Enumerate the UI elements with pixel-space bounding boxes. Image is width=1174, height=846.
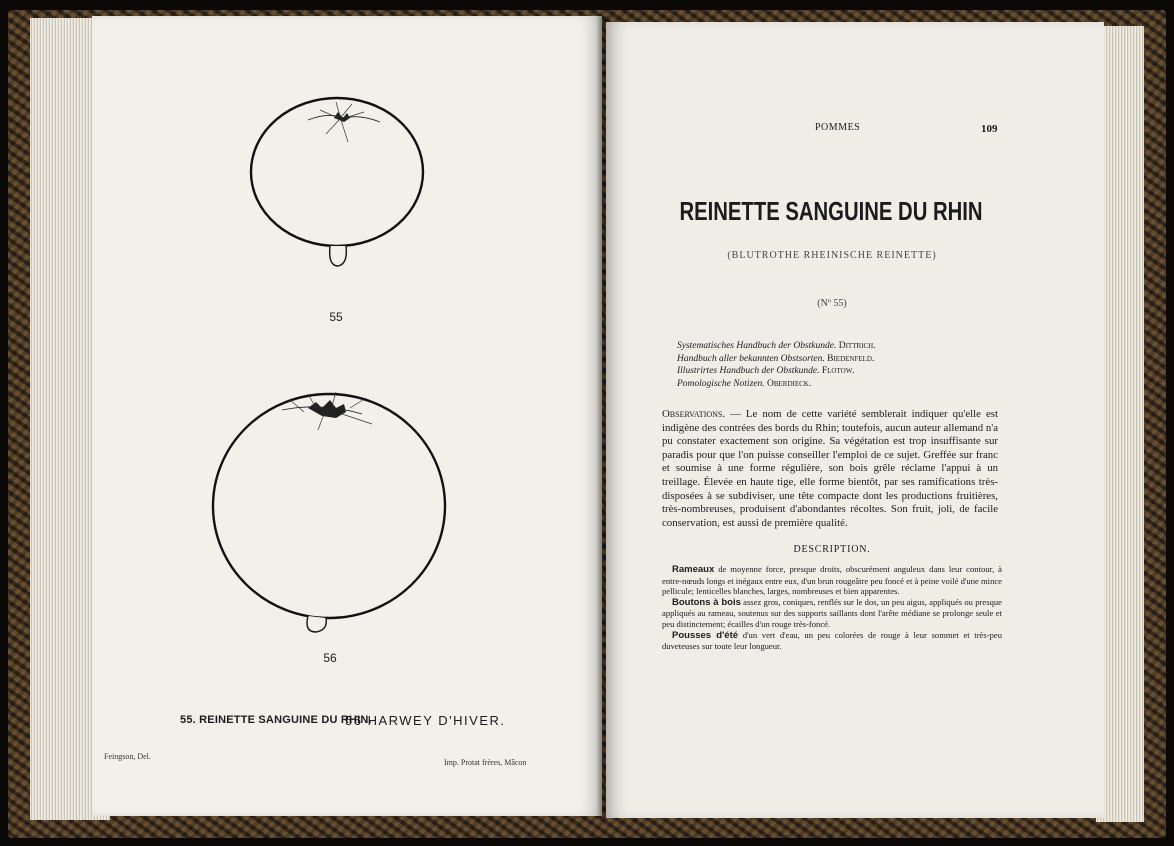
description-rameaux: Rameaux de moyenne force, presque droits, obscurément anguleux dans leur contour, à entre-nœuds longs et inégaux entre eux, d'un brun rougeâtre peu foncé et à peine voilé d'une mince pellicule; lenticelles blanches, larges, nombreuses et bien apparentes.	[662, 564, 1002, 597]
caption-right: 56 HARWEY D'HIVER.	[345, 713, 506, 728]
figure-number-55: 55	[329, 310, 343, 324]
reference-item: Handbuch aller bekannten Obstsorten. Biedenfeld.	[677, 353, 875, 364]
credit-artist: Feingson, Del.	[104, 752, 151, 761]
reference-item: Illustrirtes Handbuch der Obstkunde. Flotow.	[677, 366, 855, 376]
description-heading: DESCRIPTION.	[793, 544, 871, 555]
figure-number-56: 56	[323, 651, 337, 665]
description-boutons: Boutons à bois assez gros, coniques, renflés sur le dos, un peu aigus, appliqués ou presque appliqués au rameau, soutenus sur des supports saillants dont l'arête médiane se prolonge seule et peu distinctement; écailles d'un rouge très-foncé.	[662, 596, 1002, 629]
reference-item: Systematisches Handbuch der Obstkunde. Dittrich.	[677, 341, 876, 351]
variety-number: (Nº 55)	[817, 298, 847, 309]
apple-illustration-55	[248, 96, 428, 276]
page-number: 109	[981, 123, 998, 135]
reference-item: Pomologische Notizen. Oberdieck.	[677, 378, 812, 389]
running-head: POMMES	[815, 122, 861, 133]
description-block	[662, 564, 1002, 652]
caption-left: 55. REINETTE SANGUINE DU RHIN.	[180, 714, 372, 726]
observations-text: — Le nom de cette variété semblerait indiquer qu'elle est indigène des contrées des bords du Rhin; toutefois, aucun auteur allemand n'a pu constater exactement son origine. Sa végétation est trop insuffisante sur paradis pour que l'on puisse conseiller l'emploi de ce sujet. Greffée sur franc et soumise à une forme régulière, son bois grêle réclame l'appui à un treillage. Élevée en haute tige, elle forme bientôt, par ses ramifications très-disposées à se subdiviser, une tête compacte dont les productions fruitières, très-nombreuses, produisent d'abondantes récoltes. Son fruit, joli, de facile conservation, est aussi de première qualité.	[662, 408, 998, 529]
references-list	[677, 340, 977, 390]
apple-illustration-56	[212, 390, 448, 630]
observations-label: Observations.	[662, 408, 726, 420]
description-pousses: Pousses d'été d'un vert d'eau, un peu colorées de rouge à leur sommet et très-peu duveteuses sur toute leur longueur.	[662, 629, 1002, 652]
credit-printer: Imp. Protat frères, Mâcon	[444, 758, 527, 767]
observations-paragraph	[662, 408, 998, 530]
page-title: REINETTE SANGUINE DU RHIN	[679, 196, 983, 226]
page-subtitle: (BLUTROTHE RHEINISCHE REINETTE)	[727, 250, 937, 261]
